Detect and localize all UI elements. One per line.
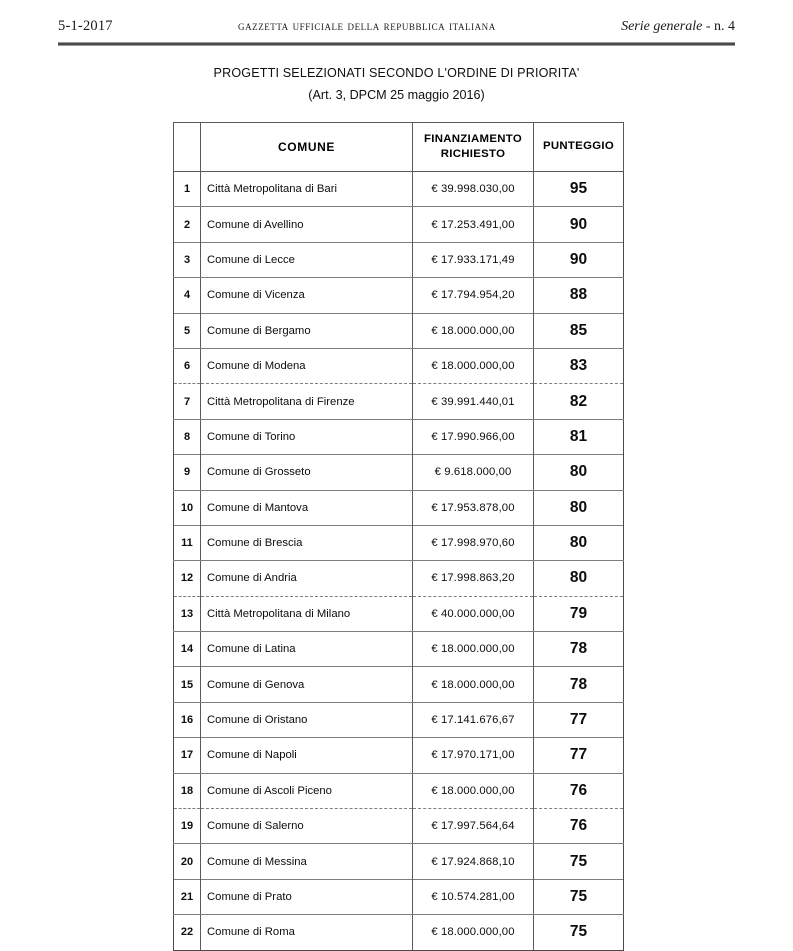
table-row (174, 419, 624, 454)
table-row (174, 313, 624, 348)
cell-amount: € 17.924.868,10 (413, 844, 534, 879)
table-row (174, 278, 624, 313)
cell-score: 77 (534, 738, 624, 773)
cell-name: Comune di Genova (201, 667, 413, 702)
cell-score: 80 (534, 561, 624, 596)
cell-amount: € 18.000.000,00 (413, 667, 534, 702)
cell-amount: € 18.000.000,00 (413, 632, 534, 667)
cell-rank: 8 (174, 419, 201, 454)
priority-projects-table (173, 122, 624, 951)
table-row (174, 172, 624, 207)
table-row (174, 242, 624, 277)
cell-name: Comune di Modena (201, 348, 413, 383)
cell-name: Città Metropolitana di Milano (201, 596, 413, 631)
cell-rank: 3 (174, 242, 201, 277)
cell-score: 78 (534, 632, 624, 667)
cell-amount: € 17.253.491,00 (413, 207, 534, 242)
table-row (174, 773, 624, 808)
table-row (174, 879, 624, 914)
column-header-comune: COMUNE (201, 123, 413, 172)
cell-rank: 9 (174, 455, 201, 490)
cell-score: 85 (534, 313, 624, 348)
cell-name: Comune di Prato (201, 879, 413, 914)
cell-name: Comune di Oristano (201, 702, 413, 737)
cell-amount: € 18.000.000,00 (413, 773, 534, 808)
cell-score: 81 (534, 419, 624, 454)
cell-name: Comune di Grosseto (201, 455, 413, 490)
cell-rank: 12 (174, 561, 201, 596)
cell-score: 95 (534, 172, 624, 207)
cell-amount: € 18.000.000,00 (413, 348, 534, 383)
cell-name: Comune di Andria (201, 561, 413, 596)
cell-amount: € 17.953.878,00 (413, 490, 534, 525)
cell-amount: € 39.998.030,00 (413, 172, 534, 207)
cell-name: Comune di Roma (201, 915, 413, 950)
publication-title: gazzetta ufficiale della repubblica italiana (238, 18, 496, 33)
cell-rank: 13 (174, 596, 201, 631)
table-row (174, 702, 624, 737)
cell-rank: 15 (174, 667, 201, 702)
page-subtitle: (Art. 3, DPCM 25 maggio 2016) (308, 88, 485, 102)
cell-score: 75 (534, 915, 624, 950)
cell-score: 75 (534, 879, 624, 914)
cell-score: 79 (534, 596, 624, 631)
table-row (174, 384, 624, 419)
table-row (174, 596, 624, 631)
table-row (174, 738, 624, 773)
column-header-punteggio: PUNTEGGIO (534, 123, 624, 172)
cell-name: Comune di Salerno (201, 809, 413, 844)
table-body (174, 172, 624, 951)
cell-amount: € 17.997.564,64 (413, 809, 534, 844)
cell-rank: 6 (174, 348, 201, 383)
cell-rank: 21 (174, 879, 201, 914)
cell-amount: € 39.991.440,01 (413, 384, 534, 419)
cell-score: 80 (534, 525, 624, 560)
cell-score: 88 (534, 278, 624, 313)
cell-rank: 10 (174, 490, 201, 525)
cell-score: 80 (534, 455, 624, 490)
cell-score: 90 (534, 242, 624, 277)
cell-name: Comune di Bergamo (201, 313, 413, 348)
cell-name: Comune di Messina (201, 844, 413, 879)
cell-rank: 16 (174, 702, 201, 737)
cell-name: Città Metropolitana di Firenze (201, 384, 413, 419)
page-running-head (58, 18, 735, 48)
series-name: Serie generale (621, 19, 703, 34)
cell-rank: 20 (174, 844, 201, 879)
cell-rank: 14 (174, 632, 201, 667)
table-row (174, 561, 624, 596)
cell-rank: 19 (174, 809, 201, 844)
table-row (174, 455, 624, 490)
cell-score: 80 (534, 490, 624, 525)
table-row (174, 525, 624, 560)
cell-amount: € 17.933.171,49 (413, 242, 534, 277)
cell-rank: 1 (174, 172, 201, 207)
cell-score: 83 (534, 348, 624, 383)
cell-score: 76 (534, 773, 624, 808)
column-header-financing (413, 123, 534, 172)
cell-amount: € 17.794.954,20 (413, 278, 534, 313)
cell-score: 77 (534, 702, 624, 737)
cell-score: 78 (534, 667, 624, 702)
table-row (174, 490, 624, 525)
page-date: 5-1-2017 (58, 18, 113, 34)
header-divider-rule (58, 42, 735, 46)
document-title-block (0, 66, 793, 102)
cell-amount: € 18.000.000,00 (413, 915, 534, 950)
running-head-row (58, 18, 735, 40)
cell-rank: 5 (174, 313, 201, 348)
cell-rank: 2 (174, 207, 201, 242)
cell-name: Comune di Mantova (201, 490, 413, 525)
cell-rank: 18 (174, 773, 201, 808)
cell-score: 82 (534, 384, 624, 419)
table-row (174, 844, 624, 879)
cell-name: Comune di Brescia (201, 525, 413, 560)
table-header-row (174, 123, 624, 172)
cell-rank: 11 (174, 525, 201, 560)
table-row (174, 207, 624, 242)
cell-name: Comune di Lecce (201, 242, 413, 277)
cell-name: Città Metropolitana di Bari (201, 172, 413, 207)
cell-amount: € 17.998.970,60 (413, 525, 534, 560)
column-header-financing-line1: FINANZIAMENTO (424, 132, 522, 145)
page-title: PROGETTI SELEZIONATI SECONDO L'ORDINE DI PRIORITA' (213, 66, 580, 80)
table-row (174, 667, 624, 702)
series-number: - n. 4 (705, 19, 735, 34)
cell-amount: € 17.970.171,00 (413, 738, 534, 773)
table-row (174, 809, 624, 844)
cell-name: Comune di Torino (201, 419, 413, 454)
cell-amount: € 17.990.966,00 (413, 419, 534, 454)
cell-rank: 22 (174, 915, 201, 950)
cell-amount: € 17.998.863,20 (413, 561, 534, 596)
cell-amount: € 17.141.676,67 (413, 702, 534, 737)
cell-rank: 7 (174, 384, 201, 419)
header-divider-inner (58, 43, 735, 45)
cell-rank: 4 (174, 278, 201, 313)
column-header-financing-line2: RICHIESTO (440, 148, 506, 160)
column-header-rank (174, 123, 201, 172)
cell-name: Comune di Napoli (201, 738, 413, 773)
table-row (174, 348, 624, 383)
cell-name: Comune di Latina (201, 632, 413, 667)
table-row (174, 632, 624, 667)
cell-score: 76 (534, 809, 624, 844)
table-header (174, 123, 624, 172)
series-label (621, 19, 735, 35)
cell-score: 90 (534, 207, 624, 242)
cell-rank: 17 (174, 738, 201, 773)
cell-name: Comune di Avellino (201, 207, 413, 242)
cell-score: 75 (534, 844, 624, 879)
cell-name: Comune di Ascoli Piceno (201, 773, 413, 808)
cell-name: Comune di Vicenza (201, 278, 413, 313)
cell-amount: € 40.000.000,00 (413, 596, 534, 631)
cell-amount: € 10.574.281,00 (413, 879, 534, 914)
cell-amount: € 18.000.000,00 (413, 313, 534, 348)
cell-amount: € 9.618.000,00 (413, 455, 534, 490)
